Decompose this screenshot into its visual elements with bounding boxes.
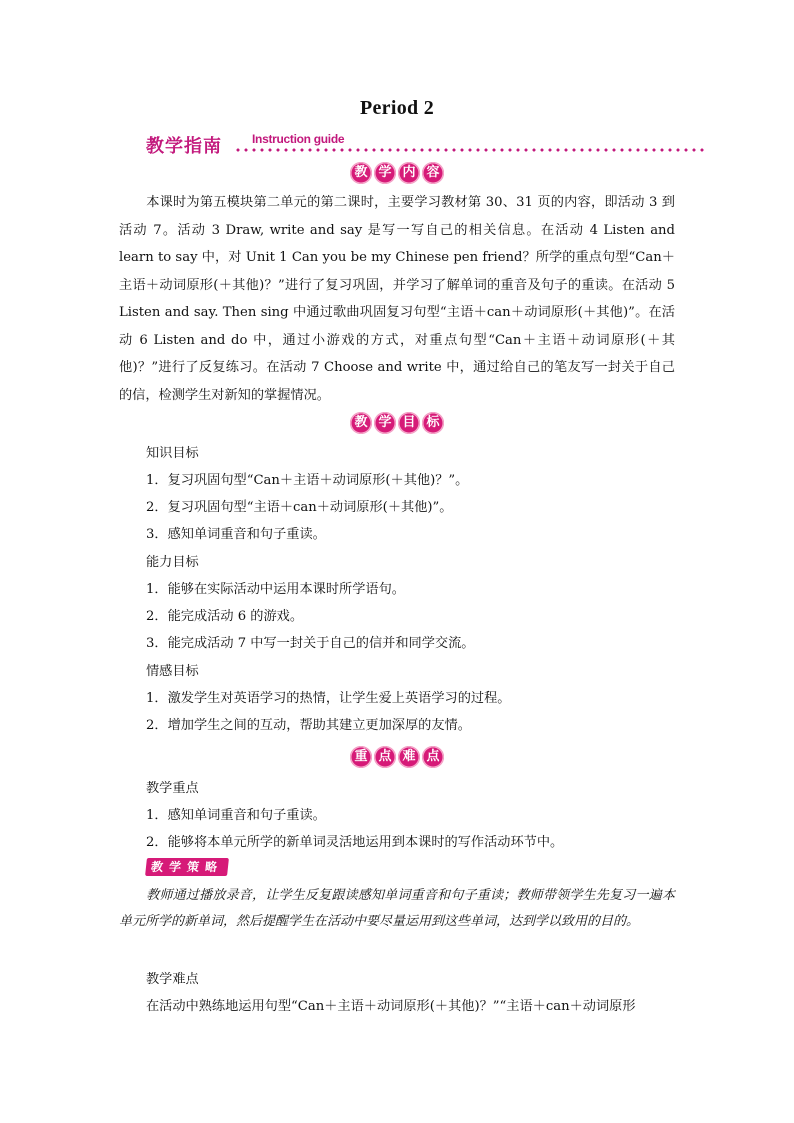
ability-goal-item: 1．能够在实际活动中运用本课时所学语句。 bbox=[146, 582, 405, 597]
knowledge-goal-item: 2．复习巩固句型“主语＋can＋动词原形(＋其他)”。 bbox=[146, 500, 453, 515]
section-badge-goals bbox=[0, 412, 794, 434]
ability-goal-item: 2．能完成活动 6 的游戏。 bbox=[146, 609, 304, 624]
strategy-text: 教师通过播放录音，让学生反复跟读感知单词重音和句子重读；教师带领学生先复习一遍本单元所学的新单词，然后提醒学生在活动中要尽量运用到这些单词，达到学以致用的目的。 bbox=[119, 888, 675, 929]
strategy-badge: 教学策略 bbox=[145, 858, 229, 876]
badge-char: 教 bbox=[350, 412, 372, 434]
badge-char: 标 bbox=[422, 412, 444, 434]
knowledge-goals-title: 知识目标 bbox=[146, 446, 199, 461]
emotion-goal-item: 1．激发学生对英语学习的热情，让学生爱上英语学习的过程。 bbox=[146, 691, 511, 706]
badge-char: 内 bbox=[398, 162, 420, 184]
badge-char: 重 bbox=[350, 746, 372, 768]
dotted-divider bbox=[234, 148, 708, 152]
badge-char: 点 bbox=[374, 746, 396, 768]
content-text: 本课时为第五模块第二单元的第二课时，主要学习教材第 30、31 页的内容，即活动 3 到活动 7。活动 3 Draw, write and say 是写一写自己的相关信息。在活动 4 Listen and learn to say 中，对 Unit 1 Can you be my Chinese pen friend？所学的重点句型“Can＋主语＋动词原形(＋其他)？”进行了复习巩固，并学习了解单词的重音及句子的重读。在活动 5 Listen and say. Then sing 中通过歌曲巩固复习句型“主语＋can＋动词原形(＋其他)”。在活动 6 Listen and do 中，通过小游戏的方式，对重点句型“Can＋主语＋动词原形(＋其他)？”进行了反复练习。在活动 7 Choose and write 中，通过给自己的笔友写一封关于自己的信，检测学生对新知的掌握情况。 bbox=[119, 195, 675, 403]
difficulty-title: 教学难点 bbox=[146, 972, 199, 987]
badge-char: 点 bbox=[422, 746, 444, 768]
instruction-guide-header bbox=[146, 130, 708, 156]
focus-item: 2．能够将本单元所学的新单词灵活地运用到本课时的写作活动环节中。 bbox=[146, 835, 564, 850]
guide-title-cn: 教学指南 bbox=[146, 136, 222, 157]
knowledge-goal-item: 3．感知单词重音和句子重读。 bbox=[146, 527, 326, 542]
badge-char: 教 bbox=[350, 162, 372, 184]
guide-title-en: Instruction guide bbox=[252, 132, 345, 146]
badge-char: 学 bbox=[374, 162, 396, 184]
section-badge-key bbox=[0, 746, 794, 768]
page-title: Period 2 bbox=[359, 97, 435, 119]
emotion-goals-title: 情感目标 bbox=[146, 664, 199, 679]
badge-char: 难 bbox=[398, 746, 420, 768]
emotion-goal-item: 2．增加学生之间的互动，帮助其建立更加深厚的友情。 bbox=[146, 718, 471, 733]
badge-char: 学 bbox=[374, 412, 396, 434]
badge-char: 目 bbox=[398, 412, 420, 434]
strategy-paragraph bbox=[119, 883, 675, 935]
ability-goal-item: 3．能完成活动 7 中写一封关于自己的信并和同学交流。 bbox=[146, 636, 475, 651]
content-paragraph bbox=[119, 189, 675, 409]
focus-title: 教学重点 bbox=[146, 781, 199, 796]
knowledge-goal-item: 1．复习巩固句型“Can＋主语＋动词原形(＋其他)？”。 bbox=[146, 473, 469, 488]
section-badge-content bbox=[0, 162, 794, 184]
ability-goals-title: 能力目标 bbox=[146, 555, 199, 570]
focus-item: 1．感知单词重音和句子重读。 bbox=[146, 808, 326, 823]
difficulty-text: 在活动中熟练地运用句型“Can＋主语＋动词原形(＋其他)？”“主语＋can＋动词原形 bbox=[146, 999, 636, 1014]
badge-char: 容 bbox=[422, 162, 444, 184]
